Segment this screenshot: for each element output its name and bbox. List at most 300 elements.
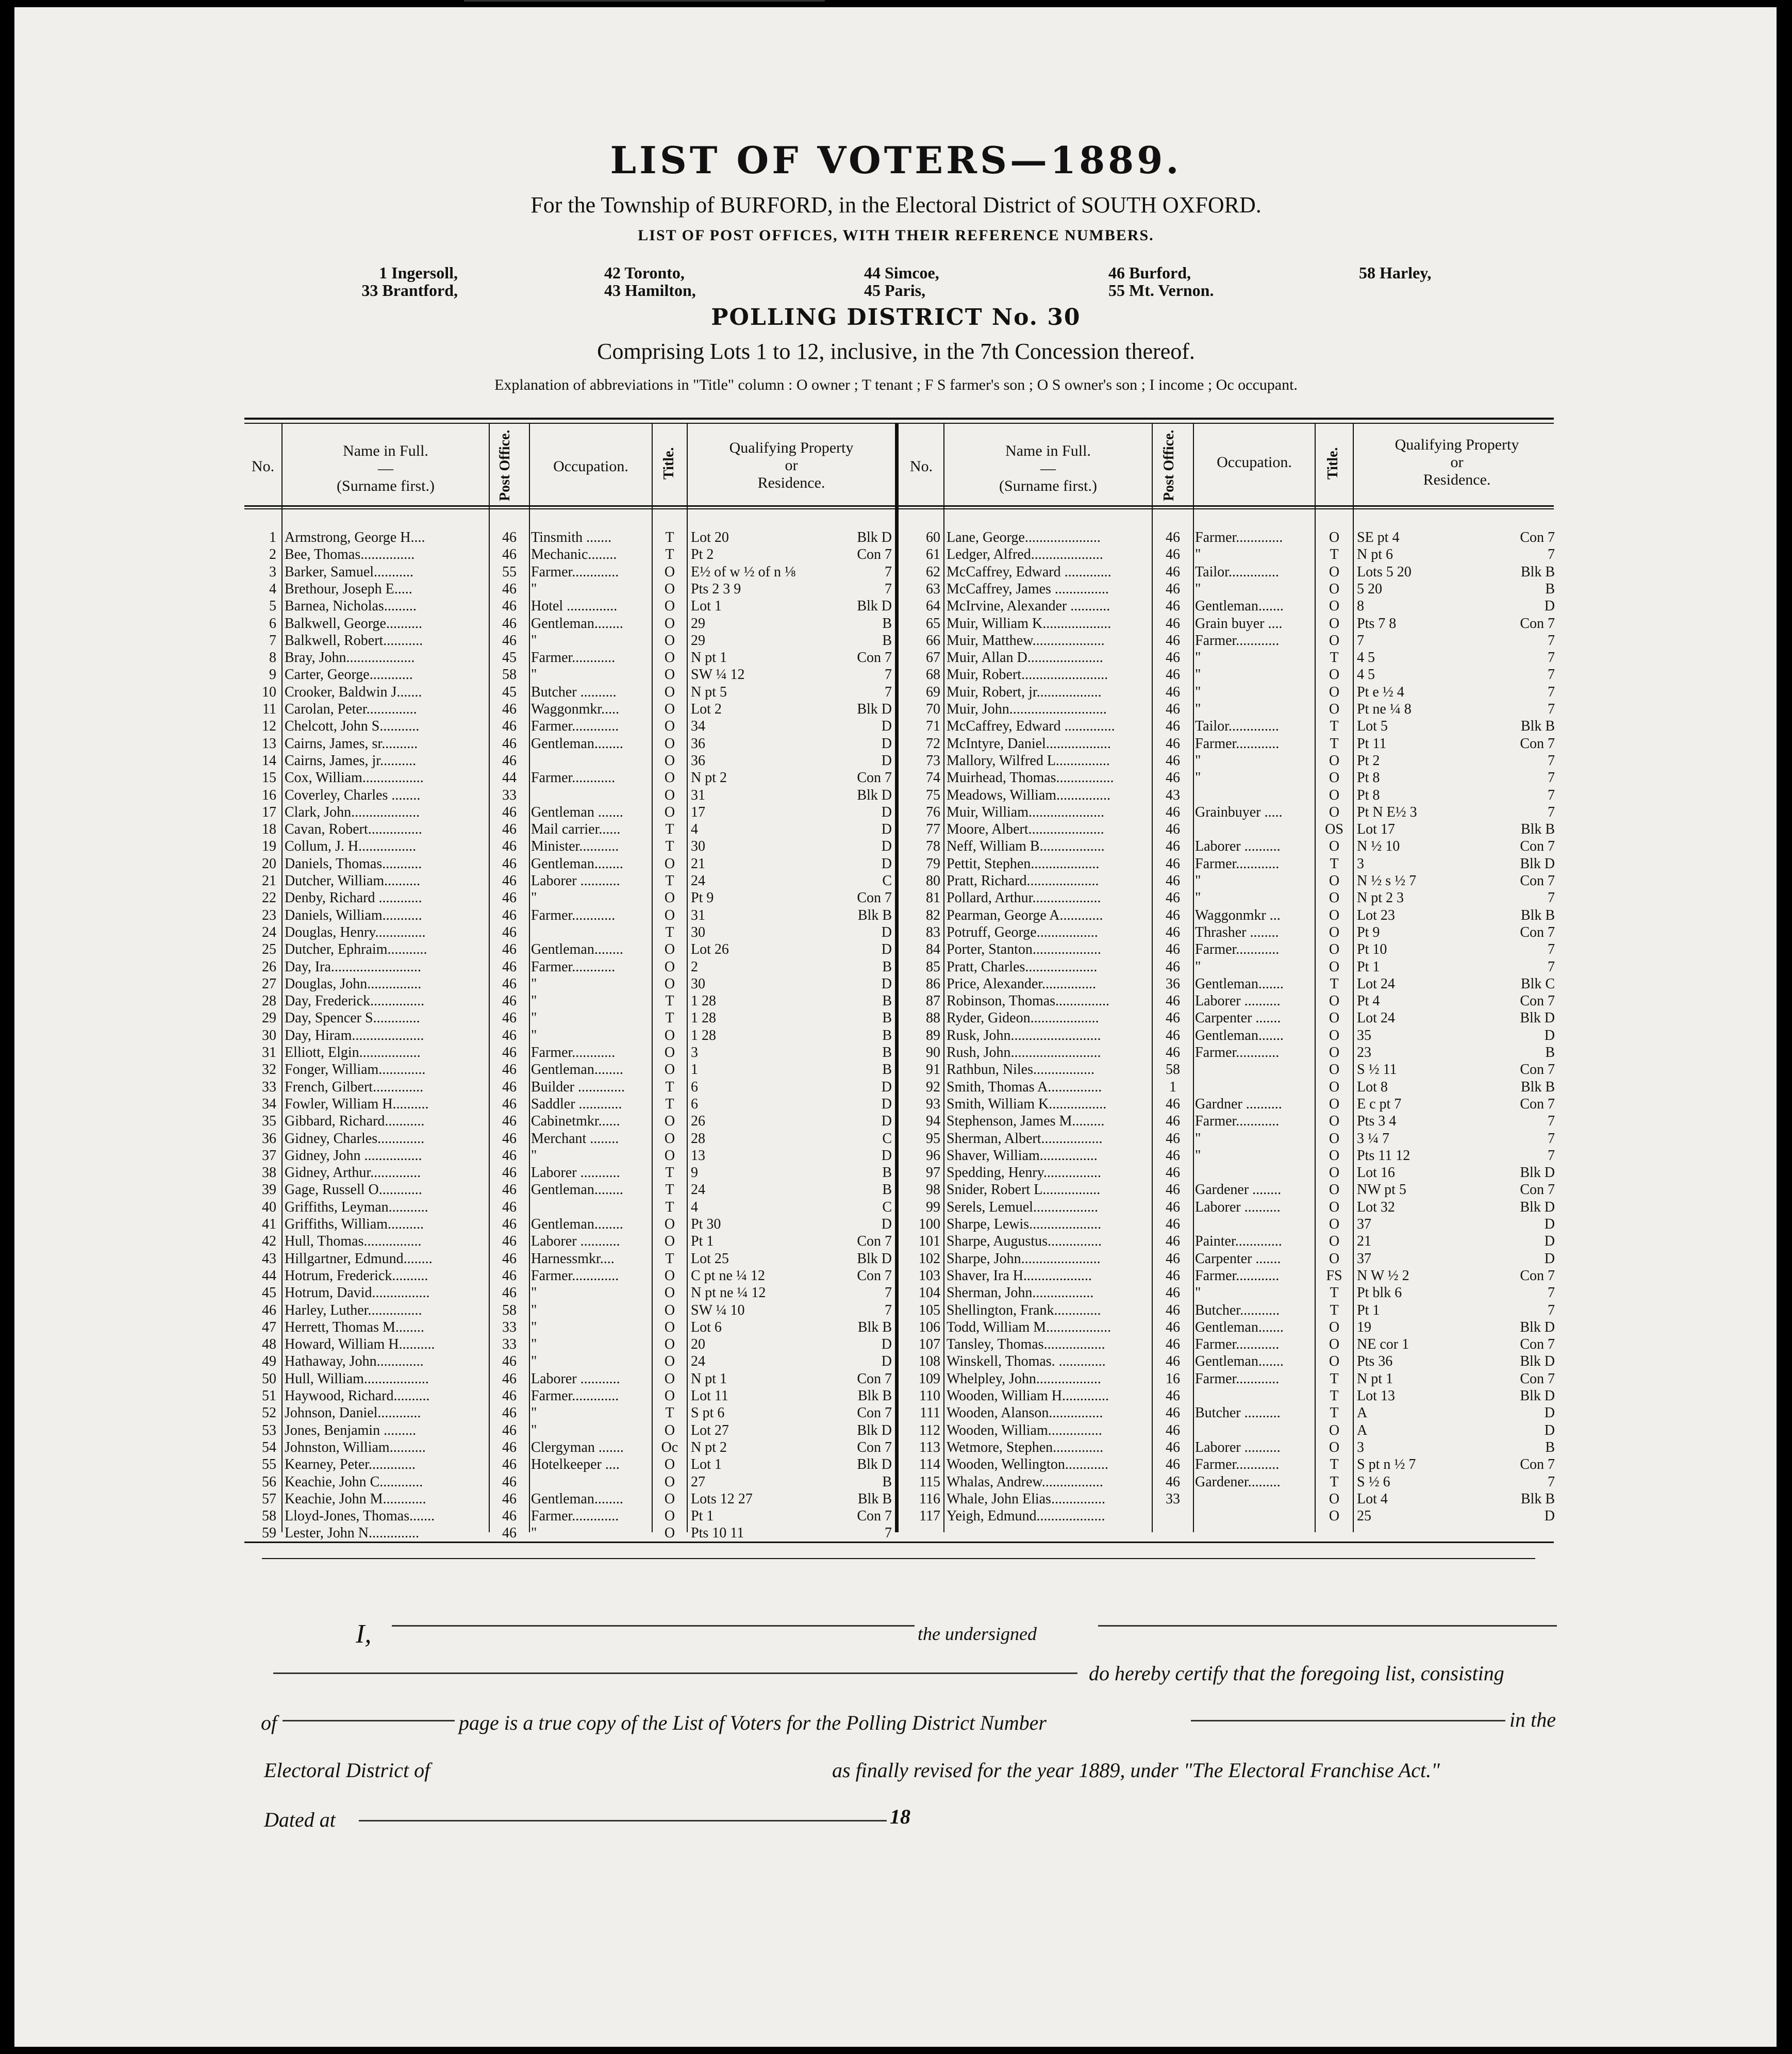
voter-property: NE cor 1 (1357, 1336, 1409, 1353)
voter-occupation: Gentleman........ (531, 941, 623, 958)
voter-occupation: Farmer............. (531, 718, 619, 735)
voter-name: Wetmore, Stephen.............. (947, 1439, 1104, 1455)
voter-property-block: Con 7 (857, 1508, 892, 1525)
voter-post-office: 58 (1166, 1062, 1180, 1078)
voter-title: O (1329, 1113, 1340, 1130)
voter-property-block: Blk B (1520, 1079, 1555, 1095)
voter-name: Whale, John Elias............... (947, 1490, 1105, 1507)
certificate-in-the: in the (1509, 1708, 1556, 1731)
voter-property: Pt 2 (691, 546, 714, 563)
voter-name: Johnston, William.......... (285, 1439, 426, 1455)
voter-property-block: D (881, 735, 892, 752)
voter-occupation: Gentleman....... (1195, 1027, 1284, 1043)
voter-post-office: 46 (502, 1113, 517, 1130)
voter-occupation: " (531, 632, 537, 649)
voter-title: O (1329, 667, 1340, 683)
voter-post-office: 46 (502, 804, 517, 820)
header-bottom-rule (244, 505, 1554, 507)
voter-row (0, 1422, 1792, 1439)
voter-post-office: 46 (1166, 1405, 1180, 1421)
voter-title: O (1329, 564, 1340, 580)
voter-number: 48 (262, 1336, 276, 1353)
voter-title: O (664, 684, 675, 700)
voter-property-block: B (882, 1473, 892, 1490)
voter-property-block: 7 (1548, 701, 1555, 717)
voter-property: 1 28 (691, 1010, 716, 1026)
voter-property-block: Blk D (1520, 855, 1555, 872)
voter-occupation: " (1195, 752, 1201, 769)
voter-row (0, 564, 1792, 581)
voter-name: Carter, George............ (285, 667, 413, 683)
voter-post-office: 46 (1166, 924, 1180, 940)
voter-occupation: " (531, 993, 537, 1009)
voter-name: Crooker, Baldwin J....... (285, 684, 422, 700)
voter-row (0, 1044, 1792, 1061)
column-header-name: Name in Full. — (Surname first.) (999, 442, 1097, 494)
voter-name: Wooden, Alanson............... (947, 1405, 1103, 1421)
voter-number: 73 (926, 752, 940, 769)
voter-number: 76 (926, 804, 940, 820)
voter-post-office: 45 (502, 650, 517, 666)
voter-occupation: " (1195, 684, 1201, 700)
voter-post-office: 1 (1169, 1079, 1176, 1095)
voter-number: 75 (926, 787, 940, 803)
document-subtitle: For the Township of BURFORD, in the Electoral District of SOUTH OXFORD. (530, 192, 1262, 218)
voter-property-block: 7 (1548, 752, 1555, 769)
voter-occupation: Saddler ............ (531, 1096, 622, 1112)
voter-title: T (665, 1079, 674, 1095)
voter-number: 80 (926, 873, 940, 889)
voter-title: O (1329, 1439, 1340, 1455)
voter-post-office: 46 (502, 1508, 517, 1525)
post-office-group (604, 264, 696, 299)
voter-post-office: 46 (1166, 873, 1180, 889)
voter-property: N pt 2 (691, 770, 727, 786)
voter-title: T (665, 1096, 674, 1112)
voter-property: 35 (1357, 1027, 1371, 1043)
voter-number: 20 (262, 855, 276, 872)
voter-property: Lot 13 (1357, 1388, 1395, 1404)
voter-property: 31 (691, 907, 705, 923)
voter-property: 1 (691, 1062, 698, 1078)
voter-property-block: B (882, 993, 892, 1009)
voter-property: Lot 1 (691, 598, 722, 615)
voter-number: 102 (919, 1250, 940, 1267)
voter-property-block: D (1544, 1422, 1555, 1438)
voter-property: Lot 26 (691, 941, 729, 958)
voter-number: 56 (262, 1473, 276, 1490)
voter-property-block: Blk D (857, 1456, 892, 1473)
voter-title: O (1329, 1045, 1340, 1061)
voter-name: Robinson, Thomas............... (947, 993, 1110, 1009)
voter-post-office: 46 (502, 855, 517, 872)
voter-property-block: B (882, 1062, 892, 1078)
voter-occupation: Gentleman ....... (531, 804, 623, 820)
voter-property-block: D (881, 804, 892, 820)
voter-name: Bee, Thomas............... (285, 546, 415, 563)
voter-property-block: 7 (1548, 787, 1555, 803)
voter-post-office: 46 (502, 993, 517, 1009)
voter-occupation: Thrasher ........ (1195, 924, 1279, 940)
voter-property-block: B (882, 1027, 892, 1043)
voter-post-office: 16 (1166, 1370, 1180, 1387)
voter-occupation: Mechanic........ (531, 546, 617, 563)
voter-title: O (664, 770, 675, 786)
voter-property-block: D (881, 821, 892, 838)
voter-number: 14 (262, 752, 276, 769)
voter-post-office: 46 (1166, 1199, 1180, 1215)
voter-property-block: B (882, 1045, 892, 1061)
voter-name: Gidney, Charles............. (285, 1130, 425, 1147)
voter-title: O (664, 735, 675, 752)
voter-title: O (664, 581, 675, 597)
voter-post-office: 46 (1166, 684, 1180, 700)
voter-name: Hull, William.................. (285, 1370, 429, 1387)
voter-property: N pt 1 (1357, 1370, 1393, 1387)
voter-name: Lloyd-Jones, Thomas....... (285, 1508, 435, 1525)
voter-name: Snider, Robert L................ (947, 1182, 1101, 1198)
voter-name: Balkwell, Robert........... (285, 632, 423, 649)
voter-title: O (1329, 1062, 1340, 1078)
voter-property-block: B (1545, 581, 1555, 597)
voter-post-office: 46 (502, 1045, 517, 1061)
voter-post-office: 46 (1166, 855, 1180, 872)
voter-post-office: 46 (502, 615, 517, 632)
voter-title: T (665, 1010, 674, 1026)
voter-row (0, 907, 1792, 924)
voter-property: 26 (691, 1113, 705, 1130)
voter-number: 83 (926, 924, 940, 940)
voter-property-block: Blk D (1520, 1353, 1555, 1370)
voter-row (0, 1267, 1792, 1284)
voter-row (0, 1096, 1792, 1113)
voter-name: Pratt, Charles.................... (947, 958, 1098, 975)
voter-post-office: 46 (502, 975, 517, 992)
voter-property: S pt n ½ 7 (1357, 1456, 1416, 1473)
voter-post-office: 46 (502, 1490, 517, 1507)
voter-number: 34 (262, 1096, 276, 1112)
voter-post-office: 46 (502, 1439, 517, 1455)
voter-title: O (1329, 1027, 1340, 1043)
voter-occupation: " (1195, 958, 1201, 975)
voter-occupation: Farmer............ (1195, 855, 1280, 872)
voter-post-office: 33 (1166, 1490, 1180, 1507)
voter-name: Hathaway, John............. (285, 1353, 424, 1370)
voter-name: Chelcott, John S........... (285, 718, 420, 735)
voter-number: 101 (919, 1233, 940, 1250)
voter-occupation: " (531, 1336, 537, 1353)
voter-row (0, 769, 1792, 786)
voter-property-block: Con 7 (1520, 873, 1555, 889)
voter-post-office: 46 (1166, 546, 1180, 563)
voter-property-block: C (882, 1130, 892, 1147)
voter-property-block: Con 7 (1520, 924, 1555, 940)
voter-number: 60 (926, 529, 940, 545)
voter-property-block: Con 7 (857, 890, 892, 906)
voter-property: N W ½ 2 (1357, 1267, 1409, 1284)
voter-occupation: " (531, 1027, 537, 1043)
voter-number: 4 (269, 581, 276, 597)
voter-title: O (1329, 1147, 1340, 1164)
voter-post-office: 46 (502, 907, 517, 923)
voter-post-office: 46 (502, 1010, 517, 1026)
voter-property-block: 7 (885, 1525, 892, 1542)
voter-property: 19 (1357, 1319, 1371, 1335)
voter-occupation: Gentleman....... (1195, 598, 1284, 615)
voter-post-office: 46 (1166, 1353, 1180, 1370)
voter-row (0, 615, 1792, 632)
certificate-blank-pages (283, 1720, 455, 1721)
voter-number: 26 (262, 958, 276, 975)
column-header-property: Qualifying Property or Residence. (729, 439, 854, 491)
voter-occupation: Tinsmith ....... (531, 529, 612, 545)
voter-name: Muir, John........................... (947, 701, 1107, 717)
voter-property-block: D (1544, 1250, 1555, 1267)
voter-title: T (1330, 1285, 1339, 1301)
voter-property-block: D (1544, 1027, 1555, 1043)
voter-property: Lots 5 20 (1357, 564, 1412, 580)
voter-title: O (664, 890, 675, 906)
voter-property: Pt 8 (1357, 787, 1380, 803)
voter-post-office: 46 (502, 1353, 517, 1370)
abbreviation-explanation: Explanation of abbreviations in "Title" column : O owner ; T tenant ; F S farmer's son ; O S owner's son ; I income ; Oc occupant. (494, 376, 1298, 393)
post-office-group (1359, 264, 1431, 281)
voter-row (0, 924, 1792, 941)
voter-name: Barker, Samuel........... (285, 564, 414, 580)
voter-row (0, 1147, 1792, 1164)
voter-occupation: " (1195, 770, 1201, 786)
voter-property: Pts 2 3 9 (691, 581, 741, 597)
voter-title: O (664, 1319, 675, 1335)
voter-occupation: " (1195, 581, 1201, 597)
voter-name: Lane, George..................... (947, 529, 1101, 545)
voter-property: 3 (1357, 1439, 1364, 1455)
voter-occupation: Gentleman........ (531, 735, 623, 752)
voter-name: Hotrum, Frederick.......... (285, 1267, 428, 1284)
voter-name: Rathbun, Niles................. (947, 1062, 1094, 1078)
voter-number: 24 (262, 924, 276, 940)
voter-number: 49 (262, 1353, 276, 1370)
voter-occupation: Farmer............ (1195, 1045, 1280, 1061)
voter-occupation: Farmer............ (531, 770, 616, 786)
voter-name: Hotrum, David................ (285, 1285, 430, 1301)
voter-property: 3 (1357, 855, 1364, 872)
voter-property: Pt 9 (691, 890, 714, 906)
voter-property: 21 (1357, 1233, 1371, 1250)
voter-property: 24 (691, 1182, 705, 1198)
voter-number: 1 (269, 529, 276, 545)
voter-property: N ½ 10 (1357, 838, 1400, 855)
certificate-of: of (261, 1711, 277, 1734)
voter-name: Price, Alexander............... (947, 975, 1097, 992)
voter-property: 36 (691, 735, 705, 752)
voter-occupation: " (1195, 546, 1201, 563)
voter-occupation: Butcher........... (1195, 1302, 1280, 1318)
voter-title: O (1329, 1199, 1340, 1215)
voter-title: T (665, 838, 674, 855)
voter-title: O (1329, 1216, 1340, 1232)
voter-property: SW ¼ 10 (691, 1302, 745, 1318)
voter-name: Muir, Allan D..................... (947, 650, 1103, 666)
voter-post-office: 46 (1166, 1302, 1180, 1318)
voter-post-office: 46 (502, 735, 517, 752)
voter-name: Douglas, Henry.............. (285, 924, 426, 940)
voter-name: Cavan, Robert............... (285, 821, 422, 838)
voter-number: 57 (262, 1490, 276, 1507)
voter-property: N pt 6 (1357, 546, 1393, 563)
voter-name: Wooden, William............... (947, 1422, 1102, 1438)
voter-post-office: 46 (1166, 821, 1180, 838)
voter-title: O (1329, 1233, 1340, 1250)
voter-title: O (664, 1062, 675, 1078)
voter-property: Lot 32 (1357, 1199, 1395, 1215)
voter-property-block: 7 (1548, 1285, 1555, 1301)
column-header-title: Title. (1325, 447, 1341, 479)
voter-post-office: 46 (502, 1216, 517, 1232)
voter-post-office: 46 (1166, 958, 1180, 975)
voter-occupation: Gardner .......... (1195, 1096, 1282, 1112)
voter-name: Carolan, Peter.............. (285, 701, 417, 717)
certificate-year-18: 18 (890, 1805, 910, 1828)
voter-title: O (1329, 1319, 1340, 1335)
voter-property: 4 (691, 821, 698, 838)
voter-property: 2 (691, 958, 698, 975)
voter-title: OS (1325, 821, 1343, 838)
voter-property: Pts 36 (1357, 1353, 1393, 1370)
voter-number: 98 (926, 1182, 940, 1198)
voter-occupation: " (1195, 701, 1201, 717)
voter-post-office: 46 (1166, 529, 1180, 545)
voter-post-office: 55 (502, 564, 517, 580)
voter-name: Barnea, Nicholas......... (285, 598, 417, 615)
voter-number: 103 (919, 1267, 940, 1284)
voter-name: Muir, Matthew.................... (947, 632, 1105, 649)
voter-occupation: Harnessmkr.... (531, 1250, 615, 1267)
voter-number: 72 (926, 735, 940, 752)
voter-name: Shaver, William................ (947, 1147, 1098, 1164)
voter-title: T (1330, 718, 1339, 735)
voter-post-office: 46 (1166, 1439, 1180, 1455)
voter-title: T (1330, 975, 1339, 992)
voter-number: 115 (919, 1473, 940, 1490)
voter-title: O (1329, 1353, 1340, 1370)
voter-property-block: 7 (885, 581, 892, 597)
district-comprising: Comprising Lots 1 to 12, inclusive, in the 7th Concession thereof. (597, 339, 1195, 364)
voter-occupation: Carpenter ....... (1195, 1250, 1281, 1267)
voter-property-block: 7 (1548, 684, 1555, 700)
voter-number: 93 (926, 1096, 940, 1112)
voter-row (0, 598, 1792, 615)
voter-post-office: 46 (1166, 701, 1180, 717)
voter-occupation: Gentleman........ (531, 1490, 623, 1507)
voter-title: T (1330, 650, 1339, 666)
voter-occupation: Builder ............. (531, 1079, 625, 1095)
voter-property: 3 ¼ 7 (1357, 1130, 1389, 1147)
voter-row (0, 1113, 1792, 1130)
voter-row (0, 1079, 1792, 1096)
voter-title: O (664, 701, 675, 717)
voter-post-office: 46 (502, 1267, 517, 1284)
voter-property-block: Con 7 (857, 650, 892, 666)
voter-property: Pt ne ¼ 8 (1357, 701, 1412, 717)
voter-title: O (1329, 684, 1340, 700)
voter-occupation: Farmer............. (531, 564, 619, 580)
voter-post-office: 46 (1166, 907, 1180, 923)
voter-occupation: " (1195, 1130, 1201, 1147)
voter-occupation: Farmer............ (1195, 1370, 1280, 1387)
voter-post-office: 36 (1166, 975, 1180, 992)
voter-row (0, 684, 1792, 701)
voter-title: O (1329, 1508, 1340, 1525)
voter-property-block: D (881, 1079, 892, 1095)
voter-property-block: Con 7 (1520, 993, 1555, 1009)
voter-name: Jones, Benjamin ......... (285, 1422, 417, 1438)
voter-name: Potruff, George................. (947, 924, 1098, 940)
voter-number: 10 (262, 684, 276, 700)
voter-row (0, 1370, 1792, 1387)
voter-name: Moore, Albert..................... (947, 821, 1104, 838)
voter-occupation: " (1195, 890, 1201, 906)
voter-property-block: 7 (1548, 632, 1555, 649)
voter-post-office: 46 (502, 1062, 517, 1078)
voter-number: 71 (926, 718, 940, 735)
voter-number: 58 (262, 1508, 276, 1525)
column-header-occupation: Occupation. (553, 458, 628, 475)
post-offices-heading: LIST OF POST OFFICES, WITH THEIR REFERENCE NUMBERS. (638, 227, 1154, 244)
voter-property-block: 7 (1548, 667, 1555, 683)
post-office-entry: 33 Brantford, (361, 281, 458, 300)
voter-property: N pt 1 (691, 650, 727, 666)
voter-number: 6 (269, 615, 276, 632)
voter-row (0, 1508, 1792, 1525)
voter-property: Pt 4 (1357, 993, 1380, 1009)
voter-property-block: Con 7 (1520, 1267, 1555, 1284)
post-office-entry: 58 Harley, (1359, 263, 1432, 282)
voter-number: 40 (262, 1199, 276, 1215)
voter-name: Denby, Richard ............ (285, 890, 422, 906)
voter-name: Yeigh, Edmund................... (947, 1508, 1105, 1525)
voter-property-block: Blk D (1520, 1199, 1555, 1215)
voter-occupation: " (531, 1353, 537, 1370)
voter-post-office: 46 (1166, 1233, 1180, 1250)
voter-property: Lot 8 (1357, 1079, 1388, 1095)
voter-title: T (1330, 735, 1339, 752)
header-bottom-rule (244, 508, 1554, 509)
voter-name: Whelpley, John.................. (947, 1370, 1101, 1387)
voter-property-block: 7 (1548, 770, 1555, 786)
voter-property: 8 (1357, 598, 1364, 615)
voter-name: Daniels, William........... (285, 907, 422, 923)
voter-number: 17 (262, 804, 276, 820)
voter-row (0, 889, 1792, 906)
voter-property-block: 7 (885, 1302, 892, 1318)
voter-number: 88 (926, 1010, 940, 1026)
voter-property-block: 7 (885, 1285, 892, 1301)
voter-name: Collum, J. H................ (285, 838, 417, 855)
voter-name: Stephenson, James M......... (947, 1113, 1105, 1130)
voter-occupation: Painter............. (1195, 1233, 1282, 1250)
voter-number: 82 (926, 907, 940, 923)
voter-property: 4 5 (1357, 650, 1375, 666)
voter-title: T (1330, 1456, 1339, 1473)
voter-occupation: Gentleman........ (531, 615, 623, 632)
voter-title: O (1329, 581, 1340, 597)
voter-number: 47 (262, 1319, 276, 1335)
voter-title: O (664, 1370, 675, 1387)
voter-post-office: 46 (1166, 941, 1180, 958)
voter-number: 25 (262, 941, 276, 958)
voter-title: O (664, 804, 675, 820)
